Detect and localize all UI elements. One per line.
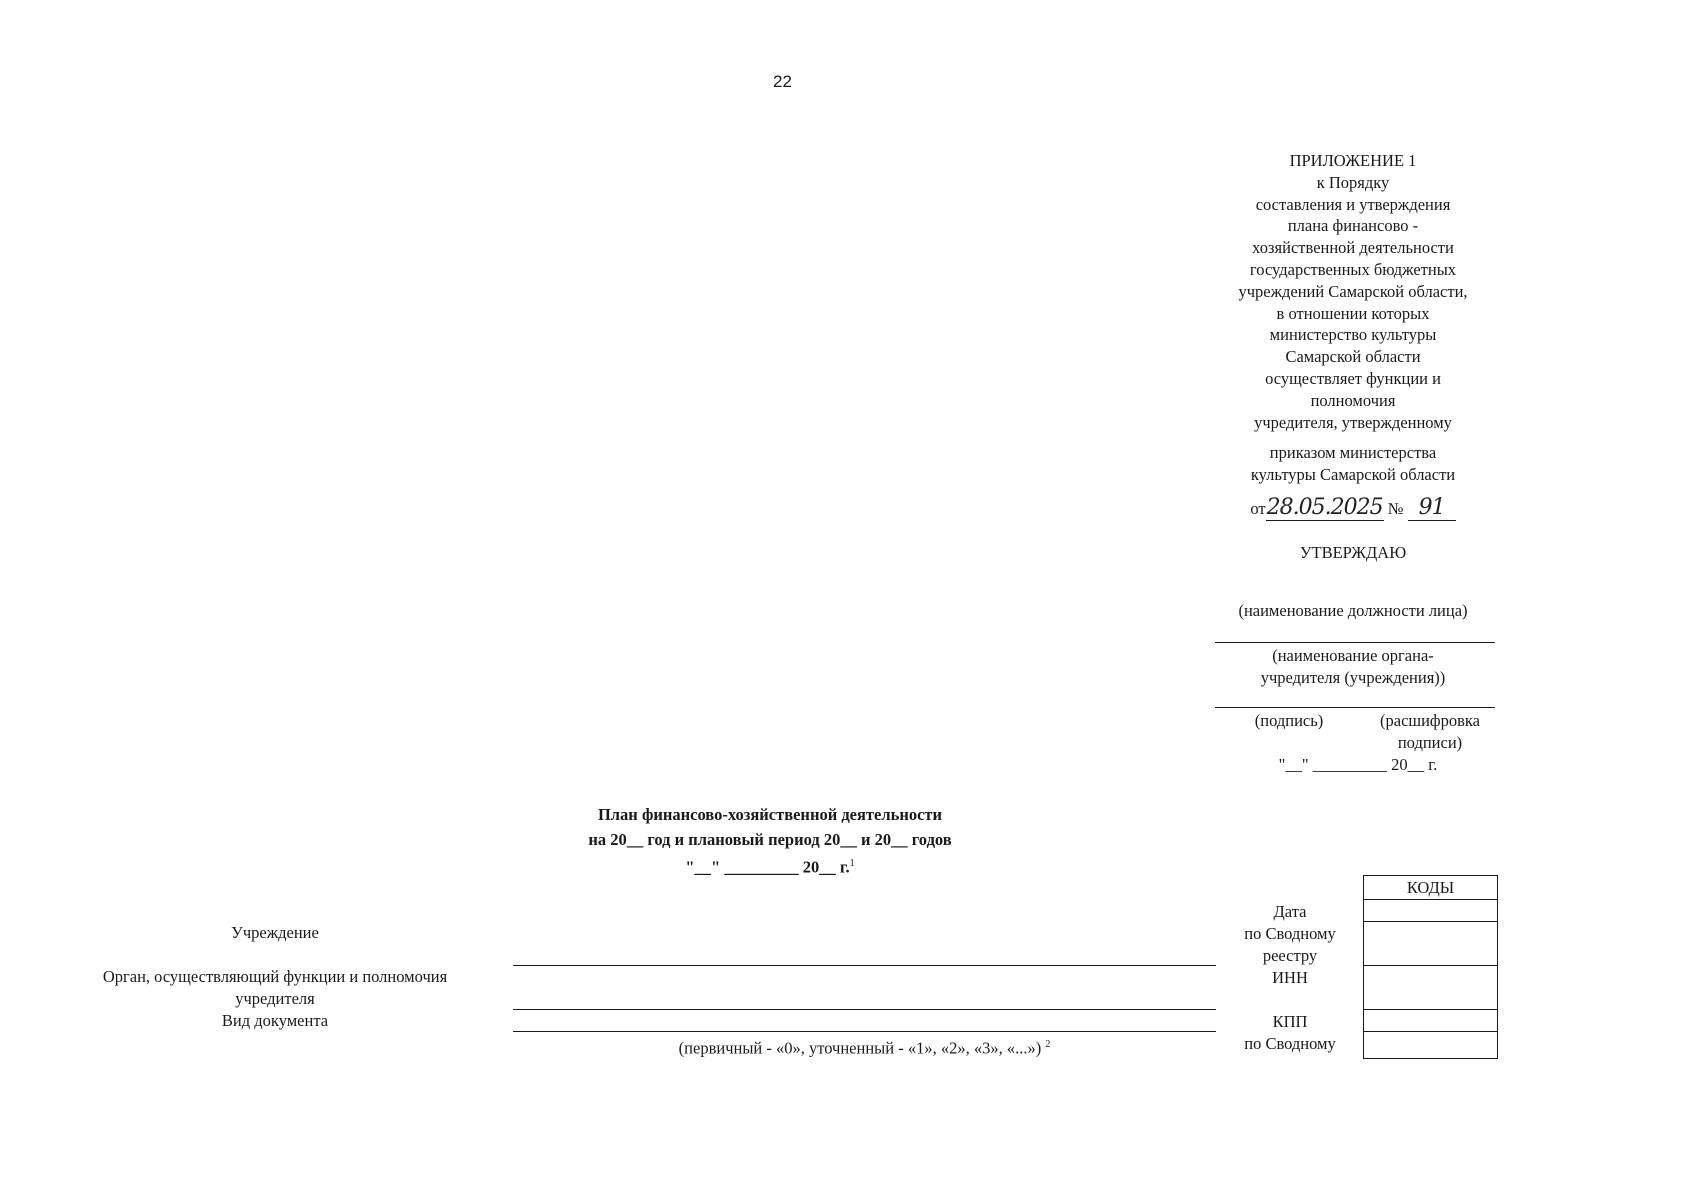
page-number: 22 [773, 72, 792, 91]
date-label: Дата [1273, 902, 1307, 921]
appendix-line: плана финансово - [1287, 216, 1419, 236]
institution-fill-line[interactable] [513, 965, 1216, 966]
appendix-order-line: приказом министерства [1269, 443, 1437, 463]
order-prefix: от [1250, 499, 1266, 518]
doc-type-hint-text: (первичный - «0», уточненный - «1», «2», «3», «...») [678, 1038, 1042, 1058]
kpp-label: КПП [1272, 1012, 1308, 1031]
plan-title-line: на 20__ год и плановый период 20__ и 20__ годов [588, 829, 952, 849]
appendix-line: к Порядку [1316, 172, 1390, 192]
position-line [1215, 642, 1495, 643]
institution-label: Учреждение [231, 923, 319, 942]
inn-label: ИНН [1272, 968, 1308, 987]
position-caption: (наименование должности лица) [1238, 601, 1468, 620]
signature-caption: (подпись) [1254, 711, 1324, 730]
appendix-line: полномочия [1310, 390, 1396, 410]
founder-label-line: Орган, осуществляющий функции и полномочия [102, 967, 448, 986]
approval-title: УТВЕРЖДАЮ [1299, 543, 1407, 562]
plan-title-date [500, 852, 1040, 880]
decoding-caption [1362, 710, 1498, 754]
founder-label [30, 966, 520, 1010]
appendix-line: хозяйственной деятельности [1252, 238, 1454, 258]
code-cell-date[interactable] [1364, 899, 1497, 922]
code-cell-registry[interactable] [1364, 921, 1497, 966]
appendix-line: учреждений Самарской области, [1238, 281, 1468, 301]
order-date-number [1210, 496, 1496, 521]
appendix-line: государственных бюджетных [1249, 259, 1457, 279]
founder-caption-line: учредителя (учреждения)) [1260, 667, 1446, 687]
order-date-handwritten: 28.05.2025 [1266, 495, 1383, 520]
codes-table [1363, 875, 1498, 1059]
appendix-block [1210, 150, 1496, 486]
appendix-line: ПРИЛОЖЕНИЕ 1 [1289, 151, 1417, 170]
decoding-caption-line: (расшифровка [1380, 711, 1480, 730]
registry-label-line: по Сводному [1244, 924, 1336, 943]
footnote-mark: 1 [849, 858, 855, 869]
decoding-caption-line: подписи) [1397, 732, 1463, 752]
founder-caption [1210, 645, 1496, 689]
number-sign: № [1387, 499, 1404, 518]
codes-header: КОДЫ [1364, 876, 1497, 900]
code-cell-registry-2[interactable] [1364, 1031, 1497, 1057]
founder-caption-line: (наименование органа- [1272, 646, 1434, 665]
order-number-handwritten: 91 [1408, 496, 1456, 521]
doc-type-label: Вид документа [221, 1011, 329, 1030]
footnote-mark: 2 [1045, 1039, 1051, 1050]
appendix-line: составления и утверждения [1255, 194, 1451, 214]
appendix-line: осуществляет функции и [1265, 368, 1441, 388]
code-cell-kpp[interactable] [1364, 1009, 1497, 1032]
appendix-line: в отношении которых [1276, 303, 1430, 323]
registry-label-2: по Сводному [1244, 1034, 1336, 1053]
appendix-line: учредителя, утвержденному [1254, 412, 1452, 432]
plan-title-line: План финансово-хозяйственной деятельности [597, 805, 943, 824]
founder-line [1215, 707, 1495, 708]
founder-fill-line[interactable] [513, 1009, 1216, 1010]
founder-label-line: учредителя [235, 988, 315, 1008]
approval-date: "__" _________ 20__ г. [1278, 755, 1438, 774]
appendix-order-line: культуры Самарской области [1250, 465, 1456, 485]
doc-type-fill-line[interactable] [513, 1031, 1216, 1032]
plan-title-line: "__" _________ 20__ г. [685, 857, 850, 877]
appendix-line: министерство культуры [1269, 325, 1437, 345]
plan-title [500, 803, 1040, 880]
code-cell-inn[interactable] [1364, 965, 1497, 1010]
doc-type-hint [513, 1034, 1216, 1059]
registry-label-line: реестру [1262, 945, 1318, 965]
appendix-line: Самарской области [1285, 347, 1421, 367]
registry-label [1220, 923, 1360, 967]
